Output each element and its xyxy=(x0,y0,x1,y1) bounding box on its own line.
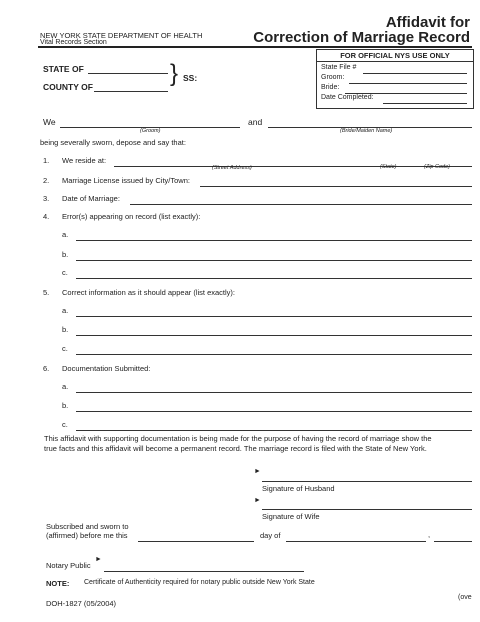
venue-bracket: } xyxy=(170,60,179,87)
sworn-statement: being severally sworn, depose and say that: xyxy=(40,138,186,147)
official-use-heading: FOR OFFICIAL NYS USE ONLY xyxy=(317,50,473,62)
state-of-label: STATE OF xyxy=(43,64,84,74)
bride-name-field[interactable] xyxy=(268,118,472,128)
form-title-line1: Affidavit for xyxy=(385,14,470,31)
sworn-month-field[interactable] xyxy=(286,532,426,542)
item-5c-letter: c. xyxy=(62,344,68,353)
item-3-label: Date of Marriage: xyxy=(62,194,120,203)
date-comma: , xyxy=(428,530,431,539)
sworn-day-field[interactable] xyxy=(138,532,254,542)
wife-arrow-icon: ► xyxy=(254,497,261,504)
groom-caption: (Groom) xyxy=(140,128,161,134)
item-4-number: 4. xyxy=(43,212,50,221)
county-of-field[interactable] xyxy=(94,82,168,92)
official-bride-label: Bride: xyxy=(321,84,340,91)
form-id: DOH-1827 (05/2004) xyxy=(46,599,117,608)
documentation-b-field[interactable] xyxy=(76,402,472,412)
item-4b-letter: b. xyxy=(62,250,69,259)
note-label: NOTE: xyxy=(46,579,70,588)
item-2-label: Marriage License issued by City/Town: xyxy=(62,176,190,185)
husband-arrow-icon: ► xyxy=(254,468,261,475)
bride-caption: (Bride/Maiden Name) xyxy=(340,128,393,134)
documentation-a-field[interactable] xyxy=(76,383,472,393)
date-completed-label: Date Completed: xyxy=(321,94,374,101)
item-6-number: 6. xyxy=(43,364,50,373)
marriage-date-field[interactable] xyxy=(130,195,472,205)
state-file-field[interactable] xyxy=(363,64,467,74)
error-a-field[interactable] xyxy=(76,231,472,241)
error-b-field[interactable] xyxy=(76,251,472,261)
item-5a-letter: a. xyxy=(62,306,69,315)
ss-label: SS: xyxy=(183,73,198,83)
form-title-line2: Correction of Marriage Record xyxy=(253,29,470,46)
item-6-label: Documentation Submitted: xyxy=(62,364,151,373)
over-note: (ove xyxy=(458,594,472,601)
official-use-box xyxy=(316,49,474,109)
official-groom-label: Groom: xyxy=(321,74,345,81)
item-3-number: 3. xyxy=(43,194,50,203)
official-bride-field[interactable] xyxy=(345,84,467,94)
subscribed-line2: (affirmed) before me this xyxy=(46,531,128,540)
state-of-field[interactable] xyxy=(88,64,168,74)
error-c-field[interactable] xyxy=(76,269,472,279)
note-text: Certificate of Authenticity required for notary public outside New York State xyxy=(84,579,315,586)
county-of-label: COUNTY OF xyxy=(43,82,93,92)
state-caption: (State) xyxy=(380,164,397,170)
state-file-label: State File # xyxy=(321,64,357,71)
husband-signature-field[interactable] xyxy=(262,472,472,482)
day-of-label: day of xyxy=(260,531,281,540)
residence-address-field[interactable] xyxy=(114,157,472,167)
correction-c-field[interactable] xyxy=(76,345,472,355)
item-6b-letter: b. xyxy=(62,401,69,410)
section-name: Vital Records Section xyxy=(40,39,107,46)
license-city-field[interactable] xyxy=(200,177,472,187)
affidavit-statement-line2: true facts and this affidavit will become a permanent record. The marriage record is filed with the State of New York. xyxy=(44,444,427,453)
item-1-number: 1. xyxy=(43,156,50,165)
groom-name-field[interactable] xyxy=(60,118,240,128)
subscribed-line1: Subscribed and sworn to xyxy=(46,522,129,531)
and-label: and xyxy=(248,117,263,127)
sworn-year-field[interactable] xyxy=(434,532,472,542)
affidavit-statement-line1: This affidavit with supporting documentation is being made for the purpose of having the record of marriage show the xyxy=(44,434,432,443)
zip-caption: (Zip Code) xyxy=(424,164,450,170)
item-6a-letter: a. xyxy=(62,382,69,391)
notary-signature-field[interactable] xyxy=(104,562,304,572)
item-6c-letter: c. xyxy=(62,420,68,429)
item-2-number: 2. xyxy=(43,176,50,185)
notary-public-label: Notary Public xyxy=(46,561,91,570)
street-caption: (Street Address) xyxy=(212,165,252,171)
item-5b-letter: b. xyxy=(62,325,69,334)
correction-a-field[interactable] xyxy=(76,307,472,317)
item-5-number: 5. xyxy=(43,288,50,297)
wife-signature-field[interactable] xyxy=(262,500,472,510)
husband-signature-label: Signature of Husband xyxy=(262,484,335,493)
item-1-label: We reside at: xyxy=(62,156,107,165)
documentation-c-field[interactable] xyxy=(76,421,472,431)
item-4a-letter: a. xyxy=(62,230,69,239)
correction-b-field[interactable] xyxy=(76,326,472,336)
date-completed-field[interactable] xyxy=(383,94,467,104)
item-4c-letter: c. xyxy=(62,268,68,277)
we-label: We xyxy=(43,117,56,127)
header-rule xyxy=(38,46,472,48)
notary-arrow-icon: ► xyxy=(95,556,102,563)
wife-signature-label: Signature of Wife xyxy=(262,512,320,521)
item-5-label: Correct information as it should appear (list exactly): xyxy=(62,288,235,297)
department-name: NEW YORK STATE DEPARTMENT OF HEALTH xyxy=(40,31,203,40)
official-groom-field[interactable] xyxy=(349,74,467,84)
item-4-label: Error(s) appearing on record (list exactly): xyxy=(62,212,201,221)
